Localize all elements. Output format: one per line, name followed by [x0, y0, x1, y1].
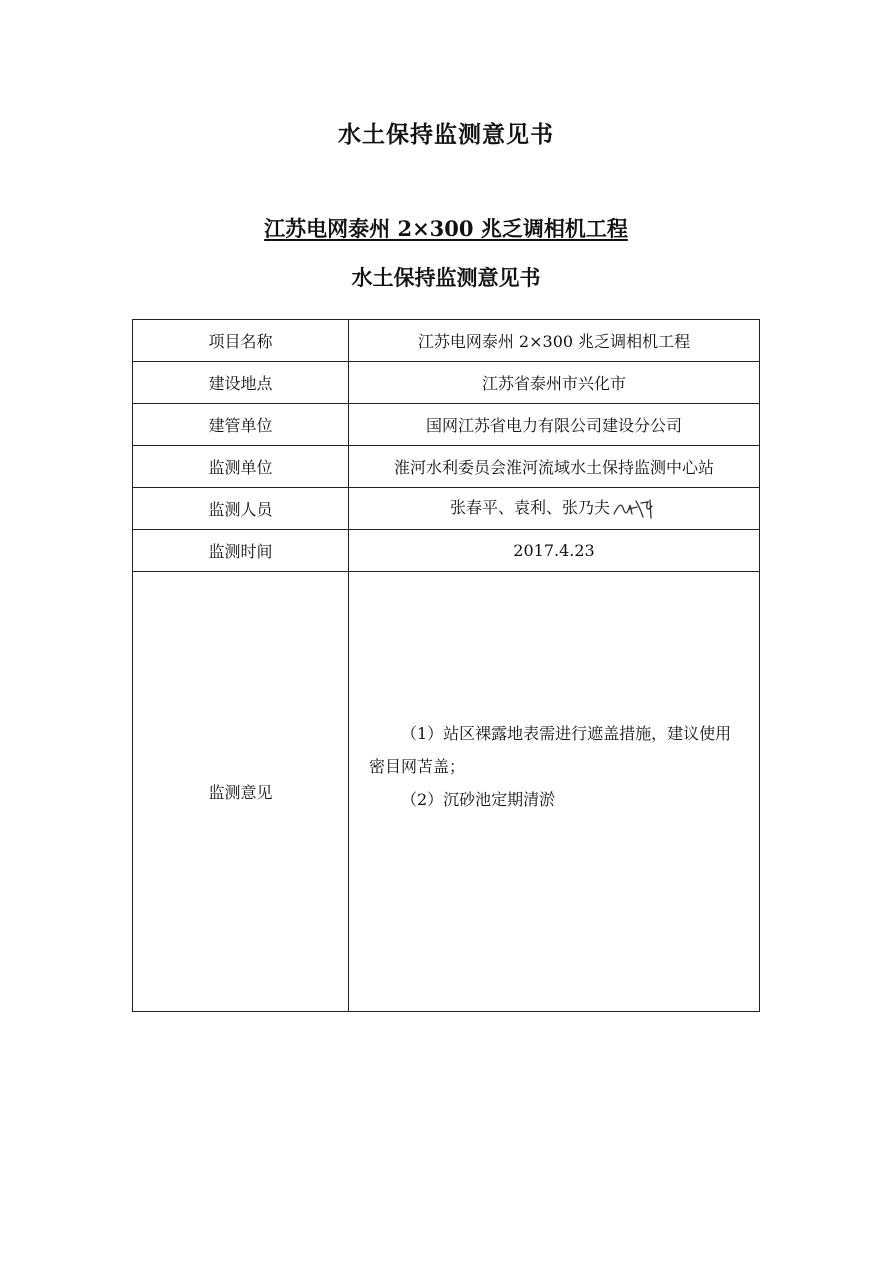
table-row	[133, 572, 760, 1012]
monitoring-date-value: 2017.4.23	[349, 530, 760, 572]
handwritten-signature	[612, 496, 658, 522]
construction-site-value: 江苏省泰州市兴化市	[349, 362, 760, 404]
monitoring-staff-label: 监测人员	[133, 488, 349, 530]
monitoring-opinion-cell	[349, 572, 760, 1012]
project-name-value: 江苏电网泰州 2×300 兆乏调相机工程	[349, 320, 760, 362]
project-title	[0, 213, 892, 243]
table-row	[133, 320, 760, 362]
monitoring-date-label: 监测时间	[133, 530, 349, 572]
table-row	[133, 488, 760, 530]
opinion-item: （1）站区裸露地表需进行遮盖措施，建议使用密目网苫盖；	[369, 724, 732, 776]
table-row	[133, 362, 760, 404]
construction-site-label: 建设地点	[133, 362, 349, 404]
management-unit-value: 国网江苏省电力有限公司建设分公司	[349, 404, 760, 446]
monitoring-info-table	[132, 319, 760, 1012]
opinion-item: （2）沉砂池定期清淤	[401, 790, 556, 809]
table-row	[133, 446, 760, 488]
monitoring-staff-value: 张春平、袁利、张乃夫	[449, 498, 610, 518]
project-name-label: 项目名称	[133, 320, 349, 362]
monitoring-unit-label: 监测单位	[133, 446, 349, 488]
monitoring-unit-value: 淮河水利委员会淮河流域水土保持监测中心站	[349, 446, 760, 488]
table-row	[133, 530, 760, 572]
monitoring-opinion-body	[349, 572, 759, 816]
monitoring-staff-cell	[349, 488, 760, 530]
document-subtitle: 水土保持监测意见书	[351, 265, 541, 290]
monitoring-opinion-label: 监测意见	[133, 572, 349, 1012]
table-row	[133, 404, 760, 446]
management-unit-label: 建管单位	[133, 404, 349, 446]
page-header-title: 水土保持监测意见书	[338, 121, 554, 148]
project-title-text: 江苏电网泰州 2×300 兆乏调相机工程	[264, 216, 628, 241]
